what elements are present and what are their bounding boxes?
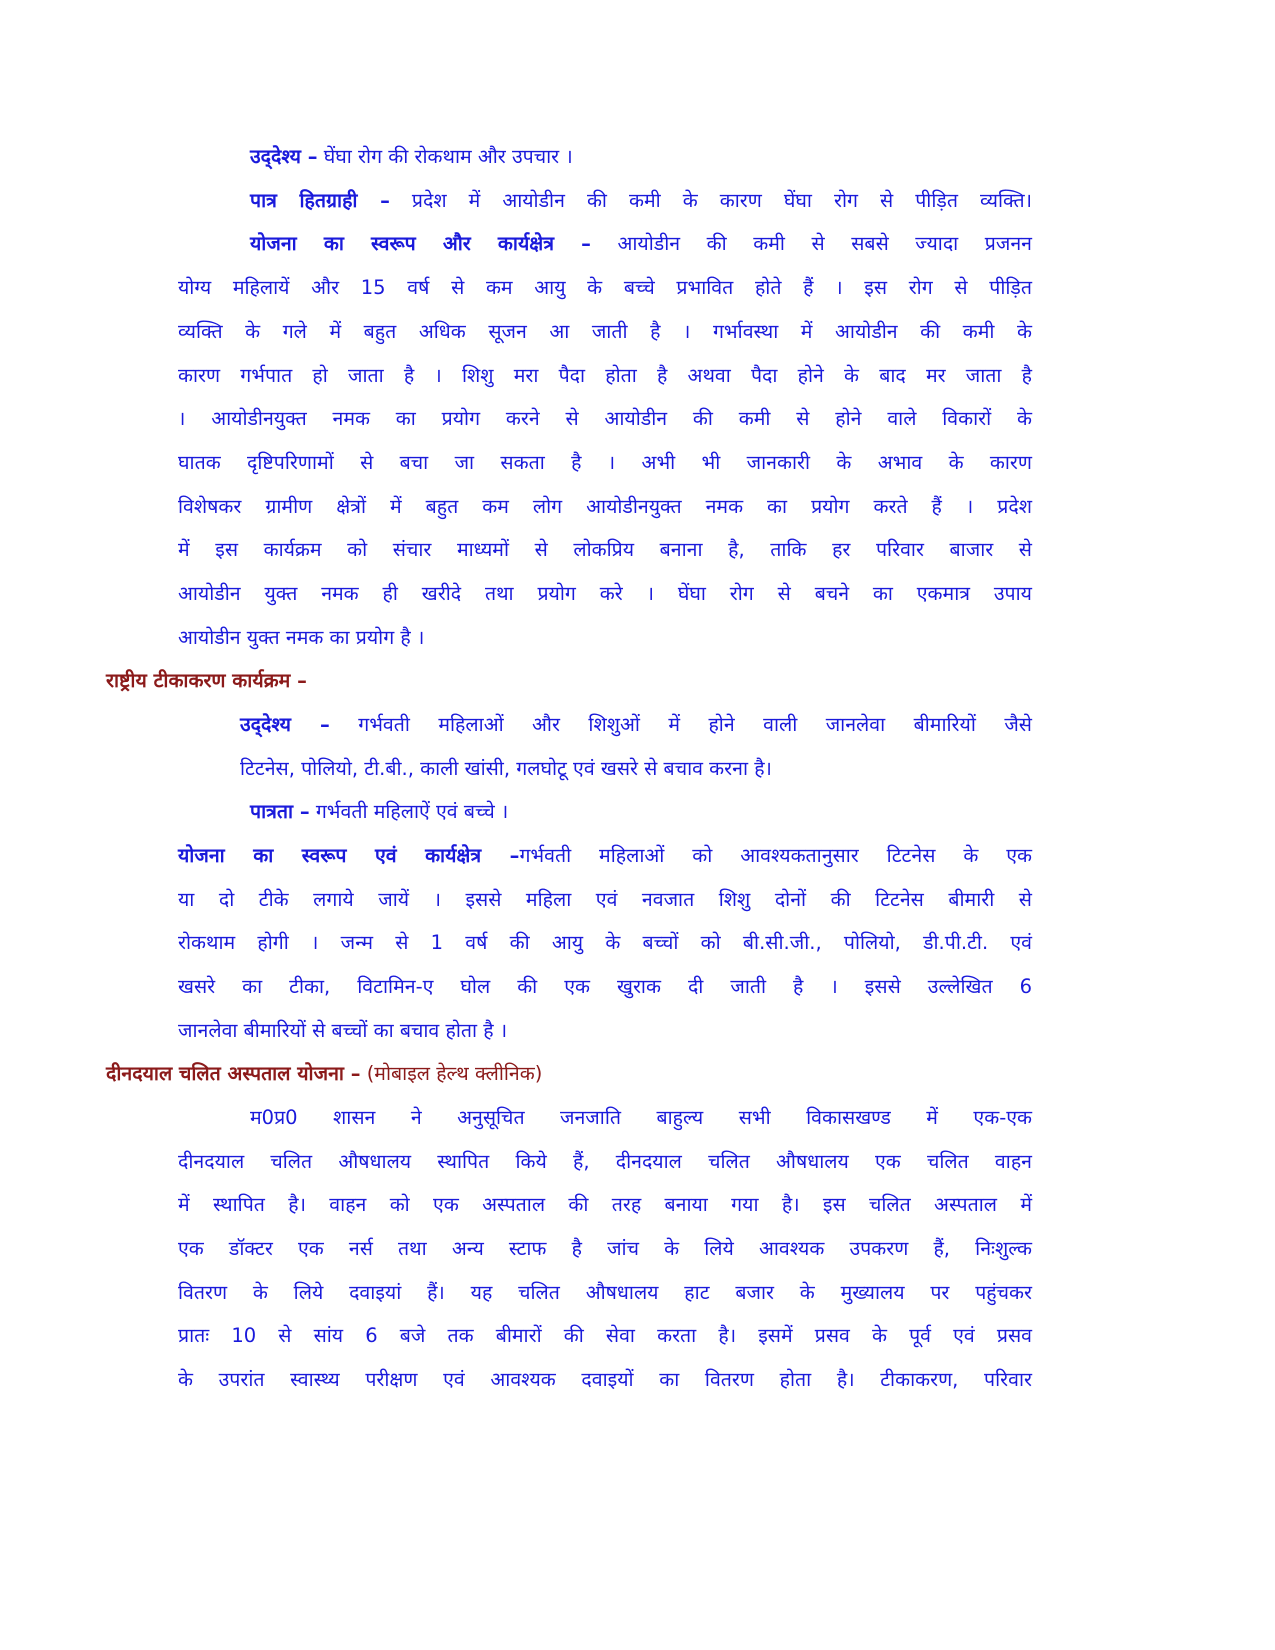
immunization-objective-text: गर्भवती महिलाओं और शिशुओं में होने वाली जानलेवा बीमारियों जैसे	[358, 713, 1032, 736]
immunization-body-line: या दो टीके लगाये जायें । इससे महिला एवं नवजात शिशु दोनों की टिटनेस बीमारी से	[178, 888, 1032, 911]
goitre-body-line: व्यक्ति के गले में बहुत अधिक सूजन आ जाती है । गर्भावस्था में आयोडीन की कमी के	[178, 320, 1032, 343]
goitre-objective-label: उद्‌देश्य –	[250, 145, 318, 168]
immunization-scope-text: गर्भवती महिलाओं को आवश्यकतानुसार टिटनेस के एक	[519, 844, 1032, 867]
goitre-body-last-line: आयोडीन युक्त नमक का प्रयोग है ।	[178, 626, 425, 649]
mobile-clinic-body-line: एक डॉक्टर एक नर्स तथा अन्य स्टाफ है जांच के लिये आवश्यक उपकरण हैं, निःशुल्क	[178, 1237, 1032, 1260]
immunization-scope-line-1	[178, 842, 1032, 870]
mobile-clinic-first-line: म0प्र0 शासन ने अनुसूचित जनजाति बाहुल्य सभी विकासखण्ड में एक-एक	[250, 1106, 1032, 1129]
mobile-clinic-body-line: प्रातः 10 से सांय 6 बजे तक बीमारों की सेवा करता है। इसमें प्रसव के पूर्व एवं प्रसव	[178, 1324, 1032, 1347]
goitre-body-line: आयोडीन युक्त नमक ही खरीदे तथा प्रयोग करे । घेंघा रोग से बचने का एकमात्र उपाय	[178, 582, 1032, 605]
mobile-clinic-body-line: के उपरांत स्वास्थ्य परीक्षण एवं आवश्यक दवाइयों का वितरण होता है। टीकाकरण, परिवार	[178, 1368, 1032, 1391]
goitre-objective-text: घेंघा रोग की रोकथाम और उपचार ।	[323, 145, 573, 168]
goitre-scope-text: आयोडीन की कमी से सबसे ज्यादा प्रजनन	[617, 232, 1033, 255]
goitre-body-line: घातक दृष्टिपरिणामों से बचा जा सकता है । अभी भी जानकारी के अभाव के कारण	[178, 451, 1032, 474]
mobile-clinic-body-line: वितरण के लिये दवाइयां हैं। यह चलित औषधालय हाट बजार के मुख्यालय पर पहुंचकर	[178, 1281, 1032, 1304]
immunization-objective-line-1	[240, 711, 1032, 739]
immunization-scope-label: योजना का स्वरूप एवं कार्यक्षेत्र –	[178, 844, 520, 867]
immunization-heading: राष्ट्रीय टीकाकरण कार्यक्रम –	[106, 669, 307, 692]
mobile-clinic-heading: दीनदयाल चलित अस्पताल योजना –	[106, 1062, 361, 1085]
goitre-body-line: कारण गर्भपात हो जाता है । शिशु मरा पैदा होता है अथवा पैदा होने के बाद मर जाता है	[178, 364, 1032, 387]
mobile-clinic-body-line: दीनदयाल चलित औषधालय स्थापित किये हैं, दीनदयाल चलित औषधालय एक चलित वाहन	[178, 1150, 1032, 1173]
goitre-body-line: में इस कार्यक्रम को संचार माध्यमों से लोकप्रिय बनाना है, ताकि हर परिवार बाजार से	[178, 538, 1032, 561]
goitre-body-line: योग्य महिलायें और 15 वर्ष से कम आयु के बच्चे प्रभावित होते हैं । इस रोग से पीड़ित	[178, 276, 1032, 299]
immunization-objective-line-2: टिटनेस, पोलियो, टी.बी., काली खांसी, गलघोटू एवं खसरे से बचाव करना है।	[240, 757, 772, 780]
immunization-body-last-line: जानलेवा बीमारियों से बच्चों का बचाव होता है ।	[178, 1019, 508, 1042]
goitre-objective	[250, 143, 573, 171]
goitre-scope-line-1	[250, 230, 1032, 258]
immunization-body-line: रोकथाम होगी । जन्म से 1 वर्ष की आयु के बच्चों को बी.सी.जी., पोलियो, डी.पी.टी. एवं	[178, 931, 1032, 954]
goitre-body-line: । आयोडीनयुक्त नमक का प्रयोग करने से आयोडीन की कमी से होने वाले विकारों के	[178, 407, 1032, 430]
mobile-clinic-heading-paren: (मोबाइल हेल्थ क्लीनिक)	[366, 1062, 543, 1085]
immunization-eligibility-text: गर्भवती महिलाऐं एवं बच्चे ।	[315, 800, 509, 823]
immunization-eligibility-label: पात्रता –	[250, 800, 310, 823]
immunization-objective-label: उद्‌देश्य –	[240, 713, 330, 736]
goitre-beneficiary-label: पात्र हितग्राही –	[250, 189, 390, 212]
goitre-body-line: विशेषकर ग्रामीण क्षेत्रों में बहुत कम लोग आयोडीनयुक्त नमक का प्रयोग करते हैं । प्रदेश	[178, 495, 1032, 518]
goitre-scope-label: योजना का स्वरूप और कार्यक्षेत्र –	[250, 232, 591, 255]
goitre-beneficiary-text: प्रदेश में आयोडीन की कमी के कारण घेंघा रोग से पीड़ित व्यक्ति।	[411, 189, 1032, 212]
goitre-beneficiary	[250, 187, 1032, 215]
mobile-clinic-body-line: में स्थापित है। वाहन को एक अस्पताल की तरह बनाया गया है। इस चलित अस्पताल में	[178, 1193, 1032, 1216]
mobile-clinic-heading-line	[106, 1060, 542, 1088]
immunization-eligibility	[250, 798, 508, 826]
immunization-body-line: खसरे का टीका, विटामिन-ए घोल की एक खुराक दी जाती है । इससे उल्लेखित 6	[178, 975, 1032, 998]
